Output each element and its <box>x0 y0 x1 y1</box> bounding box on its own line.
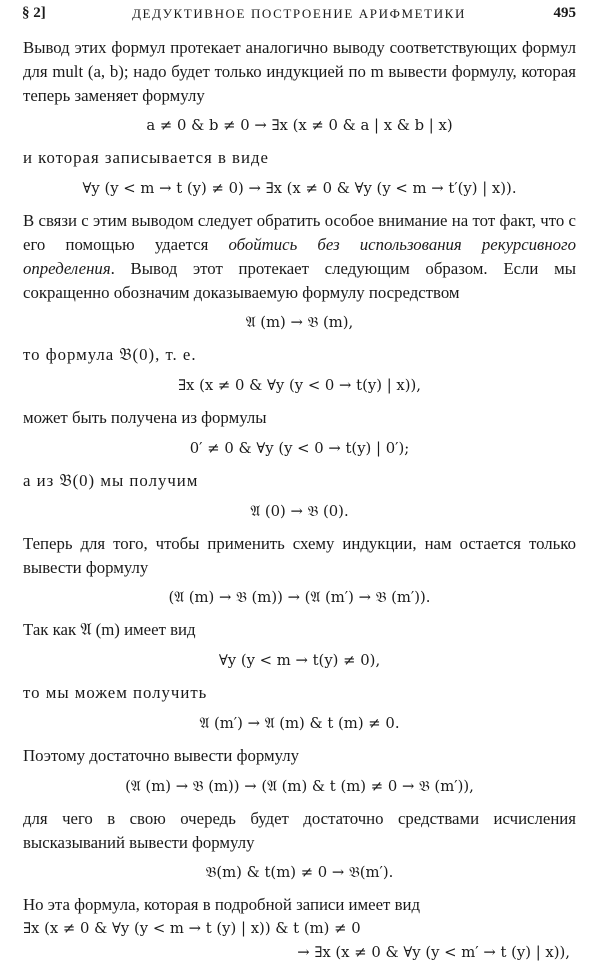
formula-12-line-1: ∃x (x ≠ 0 & ∀y (y < m → t (y) | x)) & t (m) ≠ 0 <box>23 920 361 938</box>
formula-5: 0′ ≠ 0 & ∀y (y < 0 → t(y) | 0′); <box>189 439 410 457</box>
paragraph-6: а из 𝔅(0) мы получим <box>23 470 199 490</box>
formula-10: (𝔄 (m) → 𝔅 (m)) → (𝔄 (m) & t (m) ≠ 0 → 𝔅 (m′)), <box>125 777 474 795</box>
paragraph-7: Теперь для того, чтобы применить схему индукции, нам остается только вывести формулу <box>23 533 576 577</box>
paragraph-11: для чего в свою очередь будет достаточно средствами исчисления высказываний вывести формулу <box>23 808 576 852</box>
formula-6: 𝔄 (0) → 𝔅 (0). <box>250 502 349 520</box>
page-body <box>23 36 576 965</box>
paragraph-12: Но эта формула, которая в подробной записи имеет вид <box>23 895 421 915</box>
paragraph-3-emphasis: обойтись без использования рекурсивного определения <box>23 234 576 278</box>
paragraph-2: и которая записывается в виде <box>23 148 269 168</box>
paragraph-9: то мы можем получить <box>23 683 208 703</box>
paragraph-4: то формула 𝔅(0), т. е. <box>23 345 197 365</box>
paragraph-5: может быть получена из формулы <box>23 408 267 428</box>
paragraph-3-start: В связи с этим выводом следует обратить особое внимание на тот факт, что с его помощью удается <box>23 211 576 254</box>
formula-2: ∀y (y < m → t (y) ≠ 0) → ∃x (x ≠ 0 & ∀y (y < m → t′(y) | x)). <box>82 180 517 198</box>
formula-7: (𝔄 (m) → 𝔅 (m)) → (𝔄 (m′) → 𝔅 (m′)). <box>168 589 431 607</box>
page-number: 495 <box>553 5 576 21</box>
formula-12-line-2: → ∃x (x ≠ 0 & ∀y (y < m′ → t (y) | x)), <box>297 944 570 962</box>
formula-1: a ≠ 0 & b ≠ 0 → ∃x (x ≠ 0 & a | x & b | x) <box>146 117 453 135</box>
formula-3: 𝔄 (m) → 𝔅 (m), <box>245 314 354 332</box>
section-mark: § 2] <box>22 5 46 21</box>
paragraph-3 <box>23 209 576 304</box>
formula-9: 𝔄 (m′) → 𝔄 (m) & t (m) ≠ 0. <box>199 714 400 732</box>
paragraph-10: Поэтому достаточно вывести формулу <box>23 745 300 765</box>
paragraph-8: Так как 𝔄 (m) имеет вид <box>23 620 196 640</box>
running-header <box>22 5 576 27</box>
paragraph-1: Вывод этих формул протекает аналогично выводу соответствующих формул для mult (a, b); надо будет только индукцией по m вывести формулу, которая теперь заменяет формулу <box>23 38 576 105</box>
formula-4: ∃x (x ≠ 0 & ∀y (y < 0 → t(y) | x)), <box>178 377 421 395</box>
formula-11: 𝔅(m) & t(m) ≠ 0 → 𝔅(m′). <box>205 864 394 882</box>
paragraph-3-end: . Вывод этот протекает следующим образом. Если мы сокращенно обозначим доказываемую формулу посредством <box>23 258 576 302</box>
formula-8: ∀y (y < m → t(y) ≠ 0), <box>218 652 381 670</box>
running-title: ДЕДУКТИВНОЕ ПОСТРОЕНИЕ АРИФМЕТИКИ <box>132 6 466 21</box>
